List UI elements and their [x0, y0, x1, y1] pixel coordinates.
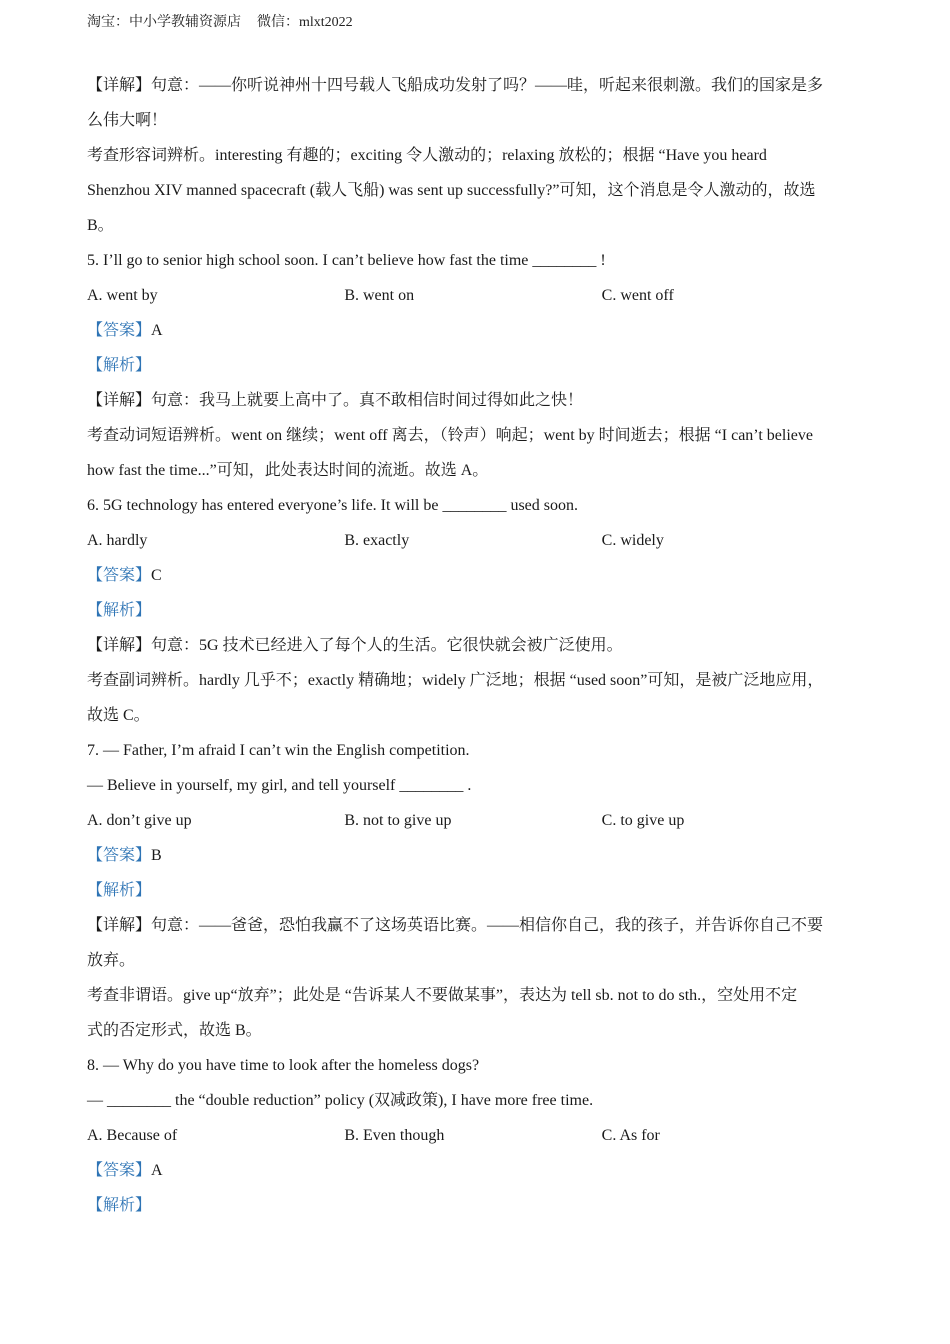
header-shop: 淘宝：中小学教辅资源店: [87, 15, 241, 30]
q6-stem: 6. 5G technology has entered everyone’s life. It will be ________ used soon.: [87, 497, 578, 514]
q7-stem-line-1: 7. — Father, I’m afraid I can’t win the English competition.: [87, 742, 470, 759]
q4-detail-line-1: 【详解】句意：——你听说神州十四号载人飞船成功发射了吗？——哇，听起来很刺激。我们的国家是多: [87, 77, 824, 94]
q4-analysis-line-3: B。: [87, 217, 114, 234]
q4-analysis-line-2: Shenzhou XIV manned spacecraft (载人飞船) was sent up successfully?”可知，这个消息是令人激动的，故选: [87, 182, 816, 199]
q8-stem-line-1: 8. — Why do you have time to look after the homeless dogs?: [87, 1057, 480, 1074]
q6-option-a: A. hardly: [87, 532, 148, 549]
q7-option-a: A. don’t give up: [87, 812, 192, 829]
q8-options: [87, 1118, 859, 1153]
q5-option-c: C. went off: [601, 287, 674, 304]
q7-option-c: C. to give up: [601, 812, 685, 829]
q5-option-b: B. went on: [344, 287, 415, 304]
q6-option-c: C. widely: [601, 532, 664, 549]
q7-detail-line-1: 【详解】句意：——爸爸，恐怕我赢不了这场英语比赛。——相信你自己，我的孩子，并告诉你自己不要: [87, 917, 824, 934]
q6-options: [87, 523, 859, 558]
q6-option-b: B. exactly: [344, 532, 410, 549]
q5-answer: 【答案】A: [87, 322, 163, 339]
q8-option-c: C. As for: [601, 1127, 660, 1144]
q5-option-a: A. went by: [87, 287, 158, 304]
q4-detail-line-2: 么伟大啊！: [87, 112, 168, 129]
q5-analysis-line-1: 考查动词短语辨析。went on 继续；went off 离去，（铃声）响起；went by 时间逝去；根据 “I can’t believe: [87, 427, 813, 444]
q7-stem-line-2: — Believe in yourself, my girl, and tell yourself ________ .: [87, 777, 472, 794]
q8-answer: 【答案】A: [87, 1162, 163, 1179]
header-wechat: 微信：mlxt2022: [257, 15, 353, 30]
q7-analysis-line-2: 式的否定形式，故选 B。: [87, 1022, 262, 1039]
q8-stem-line-2: — ________ the “double reduction” policy (双减政策), I have more free time.: [87, 1092, 594, 1109]
page-header: [87, 13, 353, 33]
q6-detail: 【详解】句意：5G 技术已经进入了每个人的生活。它很快就会被广泛使用。: [87, 637, 623, 654]
q4-analysis-line-1: 考查形容词辨析。interesting 有趣的；exciting 令人激动的；relaxing 放松的；根据 “Have you heard: [87, 147, 767, 164]
q7-option-b: B. not to give up: [344, 812, 452, 829]
document-body: [87, 68, 859, 1223]
q5-stem: 5. I’ll go to senior high school soon. I can’t believe how fast the time ________ !: [87, 252, 606, 269]
q8-jiexi-label: 【解析】: [87, 1197, 152, 1214]
q8-option-a: A. Because of: [87, 1127, 178, 1144]
q7-answer: 【答案】B: [87, 847, 162, 864]
q6-jiexi-label: 【解析】: [87, 602, 152, 619]
q5-options: [87, 278, 859, 313]
q8-option-b: B. Even though: [344, 1127, 445, 1144]
q5-analysis-line-2: how fast the time...”可知，此处表达时间的流逝。故选 A。: [87, 462, 489, 479]
q7-detail-line-2: 放弃。: [87, 952, 136, 969]
q7-options: [87, 803, 859, 838]
q7-jiexi-label: 【解析】: [87, 882, 152, 899]
q6-analysis-line-1: 考查副词辨析。hardly 几乎不；exactly 精确地；widely 广泛地；根据 “used soon”可知，是被广泛地应用，: [87, 672, 824, 689]
q5-detail: 【详解】句意：我马上就要上高中了。真不敢相信时间过得如此之快！: [87, 392, 584, 409]
q6-answer: 【答案】C: [87, 567, 162, 584]
q7-analysis-line-1: 考查非谓语。give up“放弃”；此处是 “告诉某人不要做某事”，表达为 tell sb. not to do sth.，空处用不定: [87, 987, 798, 1004]
q5-jiexi-label: 【解析】: [87, 357, 152, 374]
q6-analysis-line-2: 故选 C。: [87, 707, 150, 724]
